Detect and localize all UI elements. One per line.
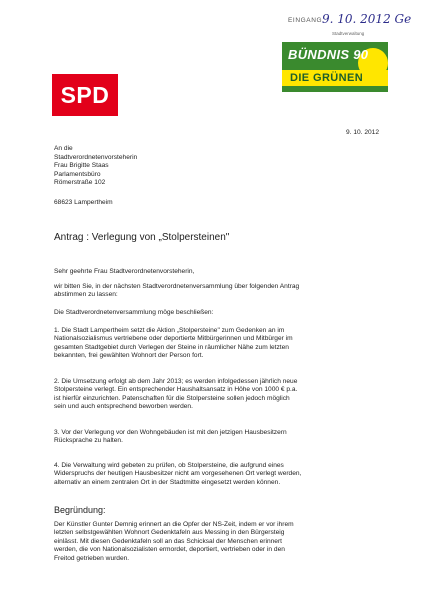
text-line: ist hierfür einzurichten. Patenschaften für die Stolpersteine sollen jedoch möglich bbox=[54, 394, 290, 402]
spd-logo bbox=[52, 74, 118, 116]
text-line: Der Künstler Gunter Demnig erinnert an die Opfer der NS-Zeit, indem er vor ihrem bbox=[54, 521, 294, 528]
text-line: Widerspruchs der heutigen Hausbesitzer nicht am vorgesehenen Ort verlegt werden, bbox=[54, 470, 302, 478]
address-line: Parlamentsbüro bbox=[54, 170, 101, 178]
text-line: Freitod getrieben wurden. bbox=[54, 554, 130, 562]
greens-logo-line2: DIE GRÜNEN bbox=[282, 70, 388, 86]
point-4 bbox=[54, 462, 394, 487]
text-line: wir bitten Sie, in der nächsten Stadtverordnetenversammlung über folgenden Antrag bbox=[54, 283, 300, 290]
reasoning-paragraph bbox=[54, 521, 394, 563]
stamp-sub: Stadtverwaltung bbox=[332, 31, 365, 36]
recipient-address bbox=[54, 145, 137, 188]
spd-logo-text: SPD bbox=[60, 81, 110, 108]
text-line: alternativ an einem zentralen Ort in der Stadtmitte eingesetzt werden können. bbox=[54, 478, 281, 486]
text-line: werden, die von Nationalsozialisten ermordet, deportiert, vertrieben oder in den bbox=[54, 546, 285, 554]
stamp-label: EINGANG bbox=[288, 17, 323, 24]
greens-logo-line1: BÜNDNIS 90 bbox=[288, 47, 369, 62]
recipient-city: 68623 Lampertheim bbox=[54, 199, 113, 206]
text-line: 3. Vor der Verlegung vor den Wohngebäuden ist mit den jetzigen Hausbesitzern bbox=[54, 429, 287, 436]
intro-paragraph bbox=[54, 283, 394, 300]
received-stamp bbox=[288, 12, 412, 42]
subject-line: Antrag : Verlegung von „Stolpersteinen" bbox=[54, 232, 230, 243]
text-line: sein und auch entsprechend beworben werden. bbox=[54, 403, 193, 411]
stamp-handwritten-date: 9. 10. 2012 Ge bbox=[322, 12, 412, 26]
text-line: abstimmen zu lassen: bbox=[54, 291, 118, 299]
point-3 bbox=[54, 429, 394, 446]
text-line: Stolpersteine verlegt. Ein entsprechender Haushaltsansatz in Höhe von 1000 € p.a. bbox=[54, 386, 298, 394]
address-line: An die bbox=[54, 145, 73, 152]
point-2 bbox=[54, 378, 394, 412]
text-line: 4. Die Verwaltung wird gebeten zu prüfen, ob Stolpersteine, die aufgrund eines bbox=[54, 462, 284, 469]
point-1 bbox=[54, 327, 394, 361]
address-line: Römerstraße 102 bbox=[54, 179, 106, 187]
text-line: Nationalsozialismus vertriebene oder deportierte Mitbürgerinnen und Mitbürger im bbox=[54, 335, 293, 343]
text-line: Rücksprache zu halten. bbox=[54, 437, 123, 445]
text-line: 1. Die Stadt Lampertheim setzt die Aktion „Stolpersteine" zum Gedenken an im bbox=[54, 327, 285, 334]
text-line: 2. Die Umsetzung erfolgt ab dem Jahr 2013; es werden infolgedessen jährlich neue bbox=[54, 378, 298, 385]
letter-date: 9. 10. 2012 bbox=[346, 129, 379, 136]
text-line: gesamten Stadtgebiet durch Verlegen der Steine in räumlicher Nähe zum letzten bbox=[54, 343, 289, 351]
address-line: Stadtverordnetenvorsteherin bbox=[54, 153, 138, 161]
text-line: letzten selbstgewählten Wohnort Gedenktafeln aus Messing in den Bürgersteig bbox=[54, 529, 285, 537]
address-line: Frau Brigitte Staas bbox=[54, 162, 109, 170]
reasoning-heading: Begründung: bbox=[54, 505, 106, 515]
text-line: einlässt. Mit diesen Gedenktafeln soll an das Schicksal der Menschen erinnert bbox=[54, 537, 282, 545]
greens-logo bbox=[282, 42, 388, 92]
text-line: bekannten, frei gewählten Wohnort der Person fort. bbox=[54, 352, 204, 360]
salutation: Sehr geehrte Frau Stadtverordnetenvorsteherin, bbox=[54, 268, 195, 275]
resolve-line: Die Stadtverordnetenversammlung möge beschließen: bbox=[54, 309, 214, 316]
